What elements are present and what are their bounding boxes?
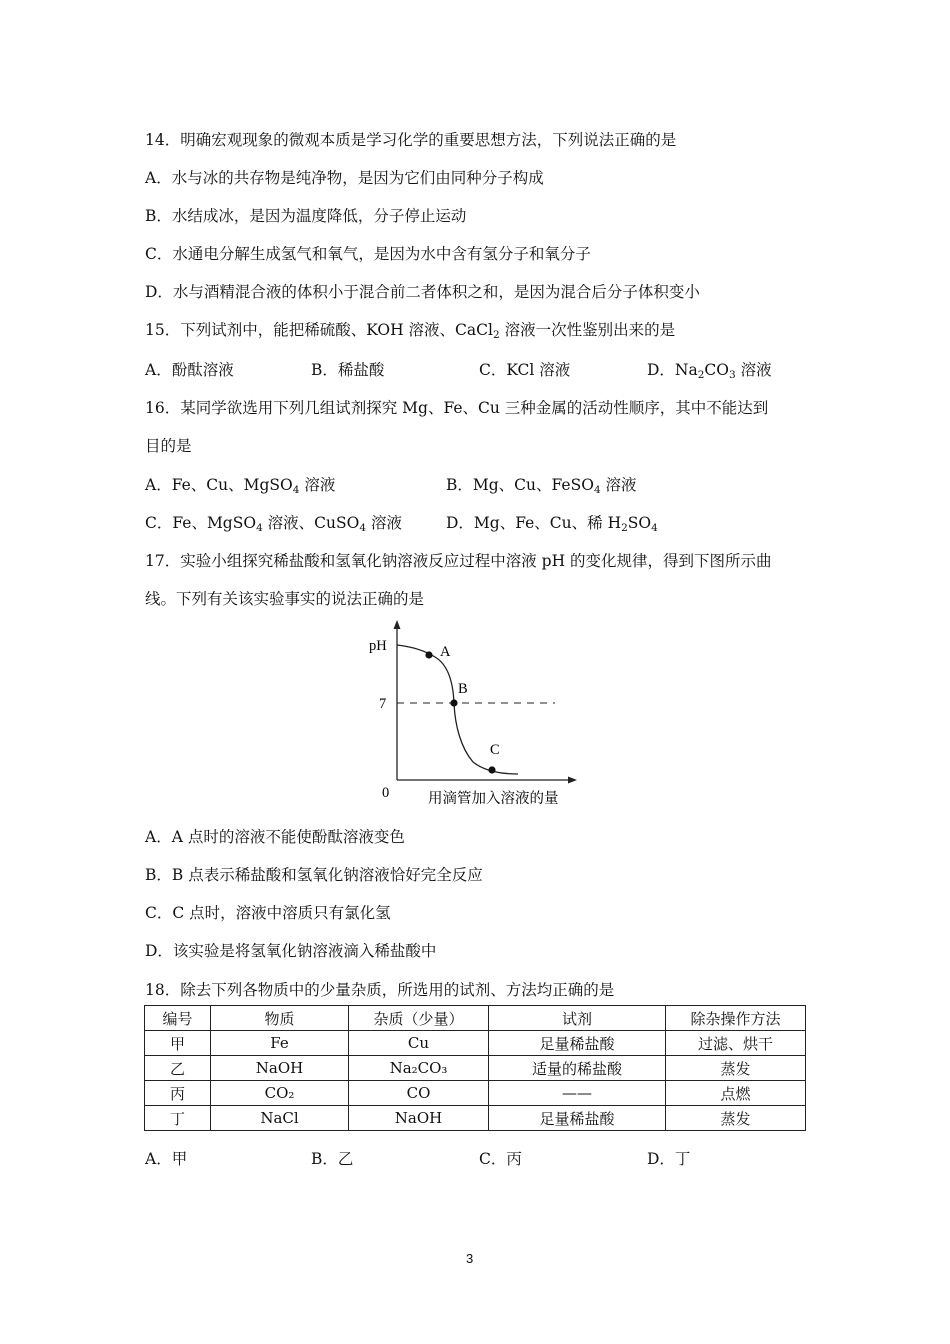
table-cell: 过滤、烘干	[666, 1031, 806, 1056]
impurity-removal-table	[144, 1005, 806, 1131]
q16-stem-line1: 16．某同学欲选用下列几组试剂探究 Mg、Fe、Cu 三种金属的活动性顺序，其中不能达到	[145, 399, 769, 417]
table-row	[145, 1031, 806, 1056]
table-cell: 蒸发	[666, 1106, 806, 1131]
table-row	[145, 1056, 806, 1081]
q18-option-b: B．乙	[311, 1150, 354, 1168]
point-a-label: A	[440, 644, 451, 660]
table-cell: 蒸发	[666, 1056, 806, 1081]
header-cell: 杂质（少量）	[349, 1006, 489, 1031]
q15-option-b: B．稀盐酸	[311, 361, 385, 379]
q16-option-b: B．Mg、Cu、FeSO$_4$ 溶液	[446, 476, 637, 496]
q15-stem: 15．下列试剂中，能把稀硫酸、KOH 溶液、CaCl$_2$ 溶液一次性鉴别出来的是	[145, 321, 676, 341]
table-cell: 丁	[145, 1106, 211, 1131]
q17-option-b: B．B 点表示稀盐酸和氢氧化钠溶液恰好完全反应	[145, 866, 483, 884]
q14-option-d: D．水与酒精混合液的体积小于混合前二者体积之和，是因为混合后分子体积变小	[145, 283, 700, 301]
table-cell: Cu	[349, 1031, 489, 1056]
page-number: 3	[466, 1251, 474, 1266]
q16-stem-line2: 目的是	[145, 437, 192, 455]
q18-option-c: C．丙	[479, 1150, 522, 1168]
table-cell: 甲	[145, 1031, 211, 1056]
origin-label: 0	[382, 785, 390, 801]
point-b-label: B	[458, 681, 468, 697]
q15-option-a: A．酚酞溶液	[145, 361, 234, 379]
table-row	[145, 1106, 806, 1131]
q17-option-d: D．该实验是将氢氧化钠溶液滴入稀盐酸中	[145, 942, 437, 960]
q18-stem: 18．除去下列各物质中的少量杂质，所选用的试剂、方法均正确的是	[145, 981, 615, 999]
table-cell: 足量稀盐酸	[489, 1031, 666, 1056]
x-axis-label: 用滴管加入溶液的量	[428, 791, 559, 807]
table-cell: NaOH	[349, 1106, 489, 1131]
q14-stem: 14．明确宏观现象的微观本质是学习化学的重要思想方法，下列说法正确的是	[145, 131, 677, 149]
header-cell: 除杂操作方法	[666, 1006, 806, 1031]
table-cell: 点燃	[666, 1081, 806, 1106]
header-cell: 物质	[211, 1006, 349, 1031]
table-row	[145, 1081, 806, 1106]
q18-option-a: A．甲	[145, 1150, 188, 1168]
table-cell: ——	[489, 1081, 666, 1106]
q17-option-c: C．C 点时，溶液中溶质只有氯化氢	[145, 904, 391, 922]
q17-stem-line2: 线。下列有关该实验事实的说法正确的是	[145, 590, 425, 608]
table-cell: 乙	[145, 1056, 211, 1081]
ph-curve-graph	[355, 618, 595, 813]
q15-option-c: C．KCl 溶液	[479, 361, 571, 379]
y-axis-arrow	[394, 620, 401, 629]
table-cell: Fe	[211, 1031, 349, 1056]
table-cell: CO	[349, 1081, 489, 1106]
q17-option-a: A．A 点时的溶液不能使酚酞溶液变色	[145, 828, 405, 846]
header-cell: 试剂	[489, 1006, 666, 1031]
q16-option-d: D．Mg、Fe、Cu、稀 $H_2SO_4$	[446, 514, 658, 534]
table-cell: NaOH	[211, 1056, 349, 1081]
point-b-marker	[450, 699, 457, 706]
header-cell: 编号	[145, 1006, 211, 1031]
table-cell: 丙	[145, 1081, 211, 1106]
q14-option-a: A．水与冰的共存物是纯净物，是因为它们由同种分子构成	[145, 169, 544, 187]
table-cell: CO₂	[211, 1081, 349, 1106]
x-axis-arrow	[568, 777, 577, 784]
point-a-marker	[425, 651, 432, 658]
table-cell: NaCl	[211, 1106, 349, 1131]
ph-curve	[397, 645, 518, 774]
q16-option-a: A．Fe、Cu、MgSO$_4$ 溶液	[145, 476, 336, 496]
q17-stem-line1: 17．实验小组探究稀盐酸和氢氧化钠溶液反应过程中溶液 pH 的变化规律，得到下图所示曲	[145, 552, 772, 570]
table-cell: 足量稀盐酸	[489, 1106, 666, 1131]
q14-option-c: C．水通电分解生成氢气和氧气，是因为水中含有氢分子和氧分子	[145, 245, 591, 263]
y-axis-label: pH	[369, 638, 387, 654]
table-header-row	[145, 1006, 806, 1031]
y-tick-7: 7	[379, 696, 387, 712]
table-cell: Na₂CO₃	[349, 1056, 489, 1081]
point-c-label: C	[490, 742, 500, 758]
q15-option-d: D．$Na_2CO_3$ 溶液	[647, 361, 772, 381]
table-cell: 适量的稀盐酸	[489, 1056, 666, 1081]
q18-option-d: D．丁	[647, 1150, 691, 1168]
q14-option-b: B．水结成冰，是因为温度降低，分子停止运动	[145, 207, 467, 225]
point-c-marker	[488, 766, 495, 773]
q16-option-c: C．Fe、MgSO$_4$ 溶液、CuSO$_4$ 溶液	[145, 514, 402, 534]
